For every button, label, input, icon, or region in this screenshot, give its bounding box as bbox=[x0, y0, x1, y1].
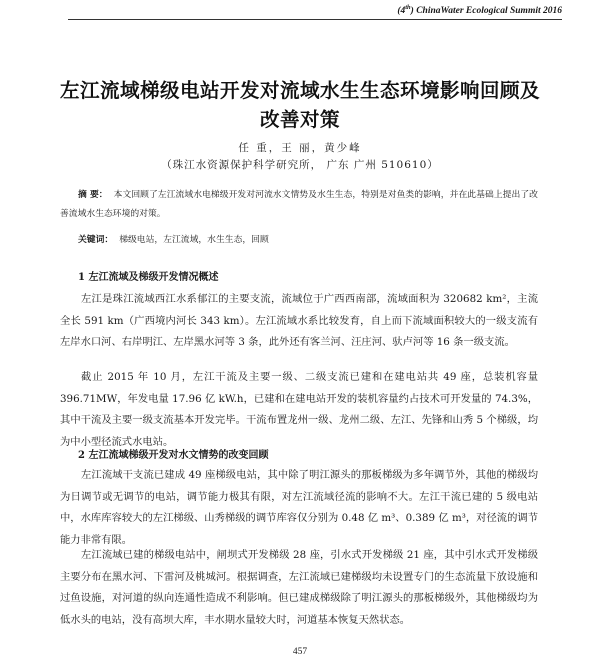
section-1-paragraph-1: 左江是珠江流域西江水系郁江的主要支流，流域位于广西西南部，流域面积为 320682 km²，主流全长 591 km（广西境内河长 343 km）。左江流域水系比较发育，自上而下流域面积较大的一级支流有左岸水口河、右岸明江、左岸黑水河等 3 条，此外还有客兰河、汪庄河、驮卢河等 16 条一级支流。 bbox=[60, 293, 538, 348]
section-1-paragraph-2: 截止 2015 年 10 月，左江干流及主要一级、二级支流已建和在建电站共 49 座，总装机容量 396.71MW，年发电量 17.96 亿 kW.h，已建和在建电站开发的装机容量约占技术可开发量的 74.3%，其中干流及主要一级支流基本开发完毕。干流布置龙州一级、龙州二级、左江、先锋和山秀 5 个梯级，均为中小型径流式水电站。 bbox=[60, 371, 538, 448]
running-header bbox=[68, 4, 562, 20]
keywords-text: 梯级电站，左江流域，水生生态，回顾 bbox=[119, 235, 269, 245]
page-number: 457 bbox=[292, 647, 308, 657]
header-summit: ) ChinaWater Ecological Summit 2016 bbox=[410, 6, 562, 17]
section-2-paragraph-2: 左江流域已建的梯级电站中，闸坝式开发梯级 28 座，引水式开发梯级 21 座，其中引水式开发梯级主要分布在黑水河、下雷河及桃城河。根据调查，左江流域已建梯级均未设置专门的生态流量下放设施和过鱼设施，对河道的纵向连通性造成不利影响。但已建成梯级除了明江源头的那板梯级外，其他梯级均为低水头的电站，没有高坝大库，丰水期水量较大时，河道基本恢复天然状态。 bbox=[60, 549, 538, 626]
section-heading-2: 2 左江流域梯级开发对水文情势的改变回顾 bbox=[78, 450, 269, 461]
abstract-text: 本文回顾了左江流域水电梯级开发对河流水文情势及水生生态，特别是对鱼类的影响，并在此基础上提出了改善流域水生态环境的对策。 bbox=[60, 190, 538, 219]
header-edition: (4 bbox=[397, 6, 406, 17]
header-edition-sup: th bbox=[405, 4, 411, 11]
abstract-label: 摘 要： bbox=[78, 190, 108, 200]
section-2-paragraph-1: 左江流域干支流已建成 49 座梯级电站，其中除了明江源头的那板梯级为多年调节外，其他的梯级均为日调节或无调节的电站，调节能力极其有限，对左江流域径流的影响不大。左江干流已建的 5 级电站中，水库库容较大的左江梯级、山秀梯级的调节库容仅分别为 0.48 亿 m³、0.389 亿 m³，对径流的调节能力非常有限。 bbox=[60, 469, 538, 546]
affiliation: （珠江水资源保护科学研究所， 广东 广州 510610） bbox=[161, 159, 439, 171]
keywords-label: 关键词： bbox=[78, 235, 114, 245]
abstract bbox=[60, 186, 538, 224]
section-heading-1: 1 左江流域及梯级开发情况概述 bbox=[78, 272, 219, 283]
paper-title: 左江流域梯级电站开发对流域水生生态环境影响回顾及改善对策 bbox=[60, 79, 541, 131]
keywords bbox=[78, 231, 538, 250]
authors: 任 重，王 丽，黄少峰 bbox=[238, 142, 362, 154]
